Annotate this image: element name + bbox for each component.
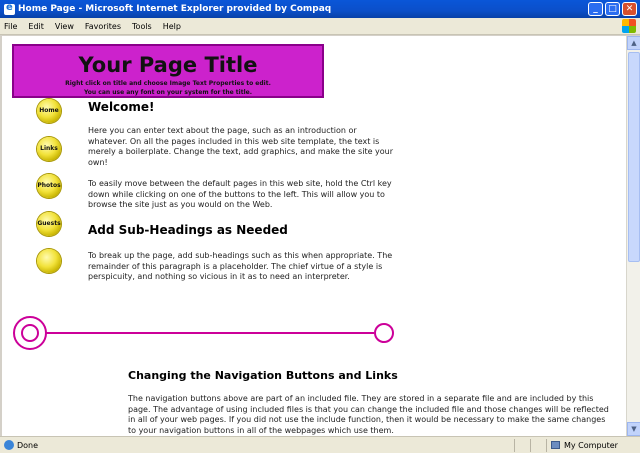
banner-instructions-line2: You can use any font on your system for the title.	[84, 89, 252, 96]
navigation-tip-paragraph: To easily move between the default pages in this web site, hold the Ctrl key down while clicking on one of the buttons to the left. This will allow you to browse the site just as you would on the Web.	[88, 179, 392, 209]
nav-button-home[interactable]: Home	[37, 99, 61, 123]
menu-edit[interactable]: Edit	[28, 21, 44, 31]
divider-left-inner-circle	[22, 325, 38, 341]
menu-bar	[0, 18, 640, 35]
scroll-down-icon[interactable]: ▼	[627, 422, 640, 436]
page-title: Your Page Title	[78, 53, 258, 77]
scroll-up-icon[interactable]: ▲	[627, 36, 640, 50]
ie-icon	[4, 4, 15, 15]
nav-section-paragraph: The navigation buttons above are part of an included file. They are stored in a separate file and are included by this page. The advantage of using included files is that you can change the included file and those changes will be reflected in all of your web pages. If you did not use the include function, then it would be necessary to make the same changes to your navigation buttons in all of the webpages which use them.	[128, 394, 609, 435]
status-cell	[530, 439, 546, 452]
zone-label: My Computer	[564, 440, 618, 450]
menu-view[interactable]: View	[54, 21, 74, 31]
status-text: Done	[17, 440, 39, 450]
page-viewport	[2, 36, 626, 436]
intro-paragraph: Here you can enter text about the page, such as an introduction or whatever. On all the pages included in this web site template, the text is merely a boilerplate. Change the text, add graphics, and make the site your own!	[88, 126, 394, 167]
page-title-banner[interactable]	[12, 44, 324, 98]
menu-favorites[interactable]: Favorites	[84, 21, 122, 31]
nav-button-blank[interactable]	[37, 249, 61, 273]
nav-section-heading: Changing the Navigation Buttons and Links	[128, 369, 398, 382]
nav-button-guests[interactable]: Guests	[37, 212, 61, 236]
security-zone	[546, 439, 638, 452]
divider-left-outer-circle	[14, 317, 46, 349]
maximize-button[interactable]: □	[605, 2, 620, 16]
window-title: Home Page - Microsoft Internet Explorer provided by Compaq	[18, 4, 332, 14]
menu-tools[interactable]: Tools	[132, 21, 152, 31]
menu-file[interactable]: File	[4, 21, 18, 31]
subheading: Add Sub-Headings as Needed	[88, 223, 288, 237]
windows-logo-icon	[622, 19, 636, 33]
banner-instructions-line1: Right click on title and choose Image Text Properties to edit.	[65, 80, 271, 87]
scrollbar-thumb[interactable]	[628, 52, 640, 262]
vertical-scrollbar[interactable]	[626, 36, 640, 436]
welcome-heading: Welcome!	[88, 100, 155, 114]
divider-right-circle	[375, 324, 393, 342]
nav-button-links[interactable]: Links	[37, 137, 61, 161]
status-cell	[514, 439, 530, 452]
close-button[interactable]: ✕	[622, 2, 637, 16]
computer-icon	[551, 441, 560, 449]
decorative-divider	[10, 316, 400, 350]
subheading-paragraph: To break up the page, add sub-headings such as this when appropriate. The remainder of this paragraph is a placeholder. The chief virtue of a style is perspicuity, and nothing so vicious in it as to need an interpreter.	[88, 251, 393, 281]
page-icon	[4, 440, 14, 450]
minimize-button[interactable]: _	[588, 2, 603, 16]
window-titlebar[interactable]	[0, 0, 640, 18]
menu-help[interactable]: Help	[162, 21, 181, 31]
nav-button-photos[interactable]: Photos	[37, 174, 61, 198]
status-bar	[0, 436, 640, 453]
banner-instructions	[14, 79, 322, 97]
